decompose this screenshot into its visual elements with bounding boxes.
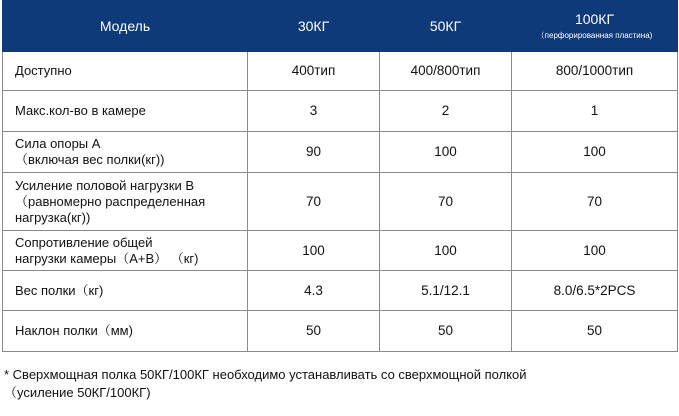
cell-30kg: 90 — [248, 132, 380, 173]
cell-50kg: 50 — [380, 311, 512, 352]
cell-100kg: 1 — [512, 91, 678, 132]
cell-50kg: 70 — [380, 173, 512, 231]
footnote-line: * Сверхмощная полка 50КГ/100КГ необходимо устанавливать со сверхмощной полкой — [4, 367, 527, 382]
table-row — [3, 271, 678, 311]
header-50kg — [380, 1, 512, 52]
row-label: Макс.кол-во в камере — [3, 91, 248, 132]
cell-50kg: 100 — [380, 231, 512, 271]
cell-30kg: 70 — [248, 173, 380, 231]
footnote-line: （усиление 50КГ/100КГ) — [4, 385, 151, 400]
cell-50kg: 400/800тип — [380, 52, 512, 91]
cell-50kg: 5.1/12.1 — [380, 271, 512, 311]
cell-30kg: 100 — [248, 231, 380, 271]
header-label: 30КГ — [297, 18, 330, 34]
row-label: Вес полки（кг) — [3, 271, 248, 311]
cell-30kg: 3 — [248, 91, 380, 132]
row-label: Доступно — [3, 52, 248, 91]
cell-30kg: 4.3 — [248, 271, 380, 311]
footnote — [4, 366, 674, 402]
header-30kg — [248, 1, 380, 52]
header-model — [3, 1, 248, 52]
spec-table — [2, 0, 678, 352]
cell-100kg: 100 — [512, 132, 678, 173]
header-label: Модель — [99, 18, 151, 34]
cell-100kg: 8.0/6.5*2PCS — [512, 271, 678, 311]
cell-100kg: 800/1000тип — [512, 52, 678, 91]
row-label: Сила опоры A （включая вес полки(кг)) — [3, 132, 248, 173]
header-label: 100КГ — [574, 11, 615, 27]
table-row — [3, 231, 678, 271]
cell-50kg: 2 — [380, 91, 512, 132]
row-label: Наклон полки（мм) — [3, 311, 248, 352]
table-row — [3, 91, 678, 132]
row-label: Сопротивление общей нагрузки камеры（A+B） （кг) — [3, 231, 248, 271]
table-header-row — [3, 1, 678, 52]
header-label: 50КГ — [429, 18, 462, 34]
header-sublabel: （перфорированная пластина) — [536, 31, 653, 40]
row-label: Усиление половой нагрузки B （равномерно распределенная нагрузка(кг)) — [3, 173, 248, 231]
table-row — [3, 173, 678, 231]
cell-30kg: 400тип — [248, 52, 380, 91]
cell-100kg: 70 — [512, 173, 678, 231]
table-row — [3, 132, 678, 173]
cell-50kg: 100 — [380, 132, 512, 173]
cell-100kg: 50 — [512, 311, 678, 352]
table-row — [3, 311, 678, 352]
cell-100kg: 100 — [512, 231, 678, 271]
header-100kg — [512, 1, 678, 52]
table-row — [3, 52, 678, 91]
cell-30kg: 50 — [248, 311, 380, 352]
